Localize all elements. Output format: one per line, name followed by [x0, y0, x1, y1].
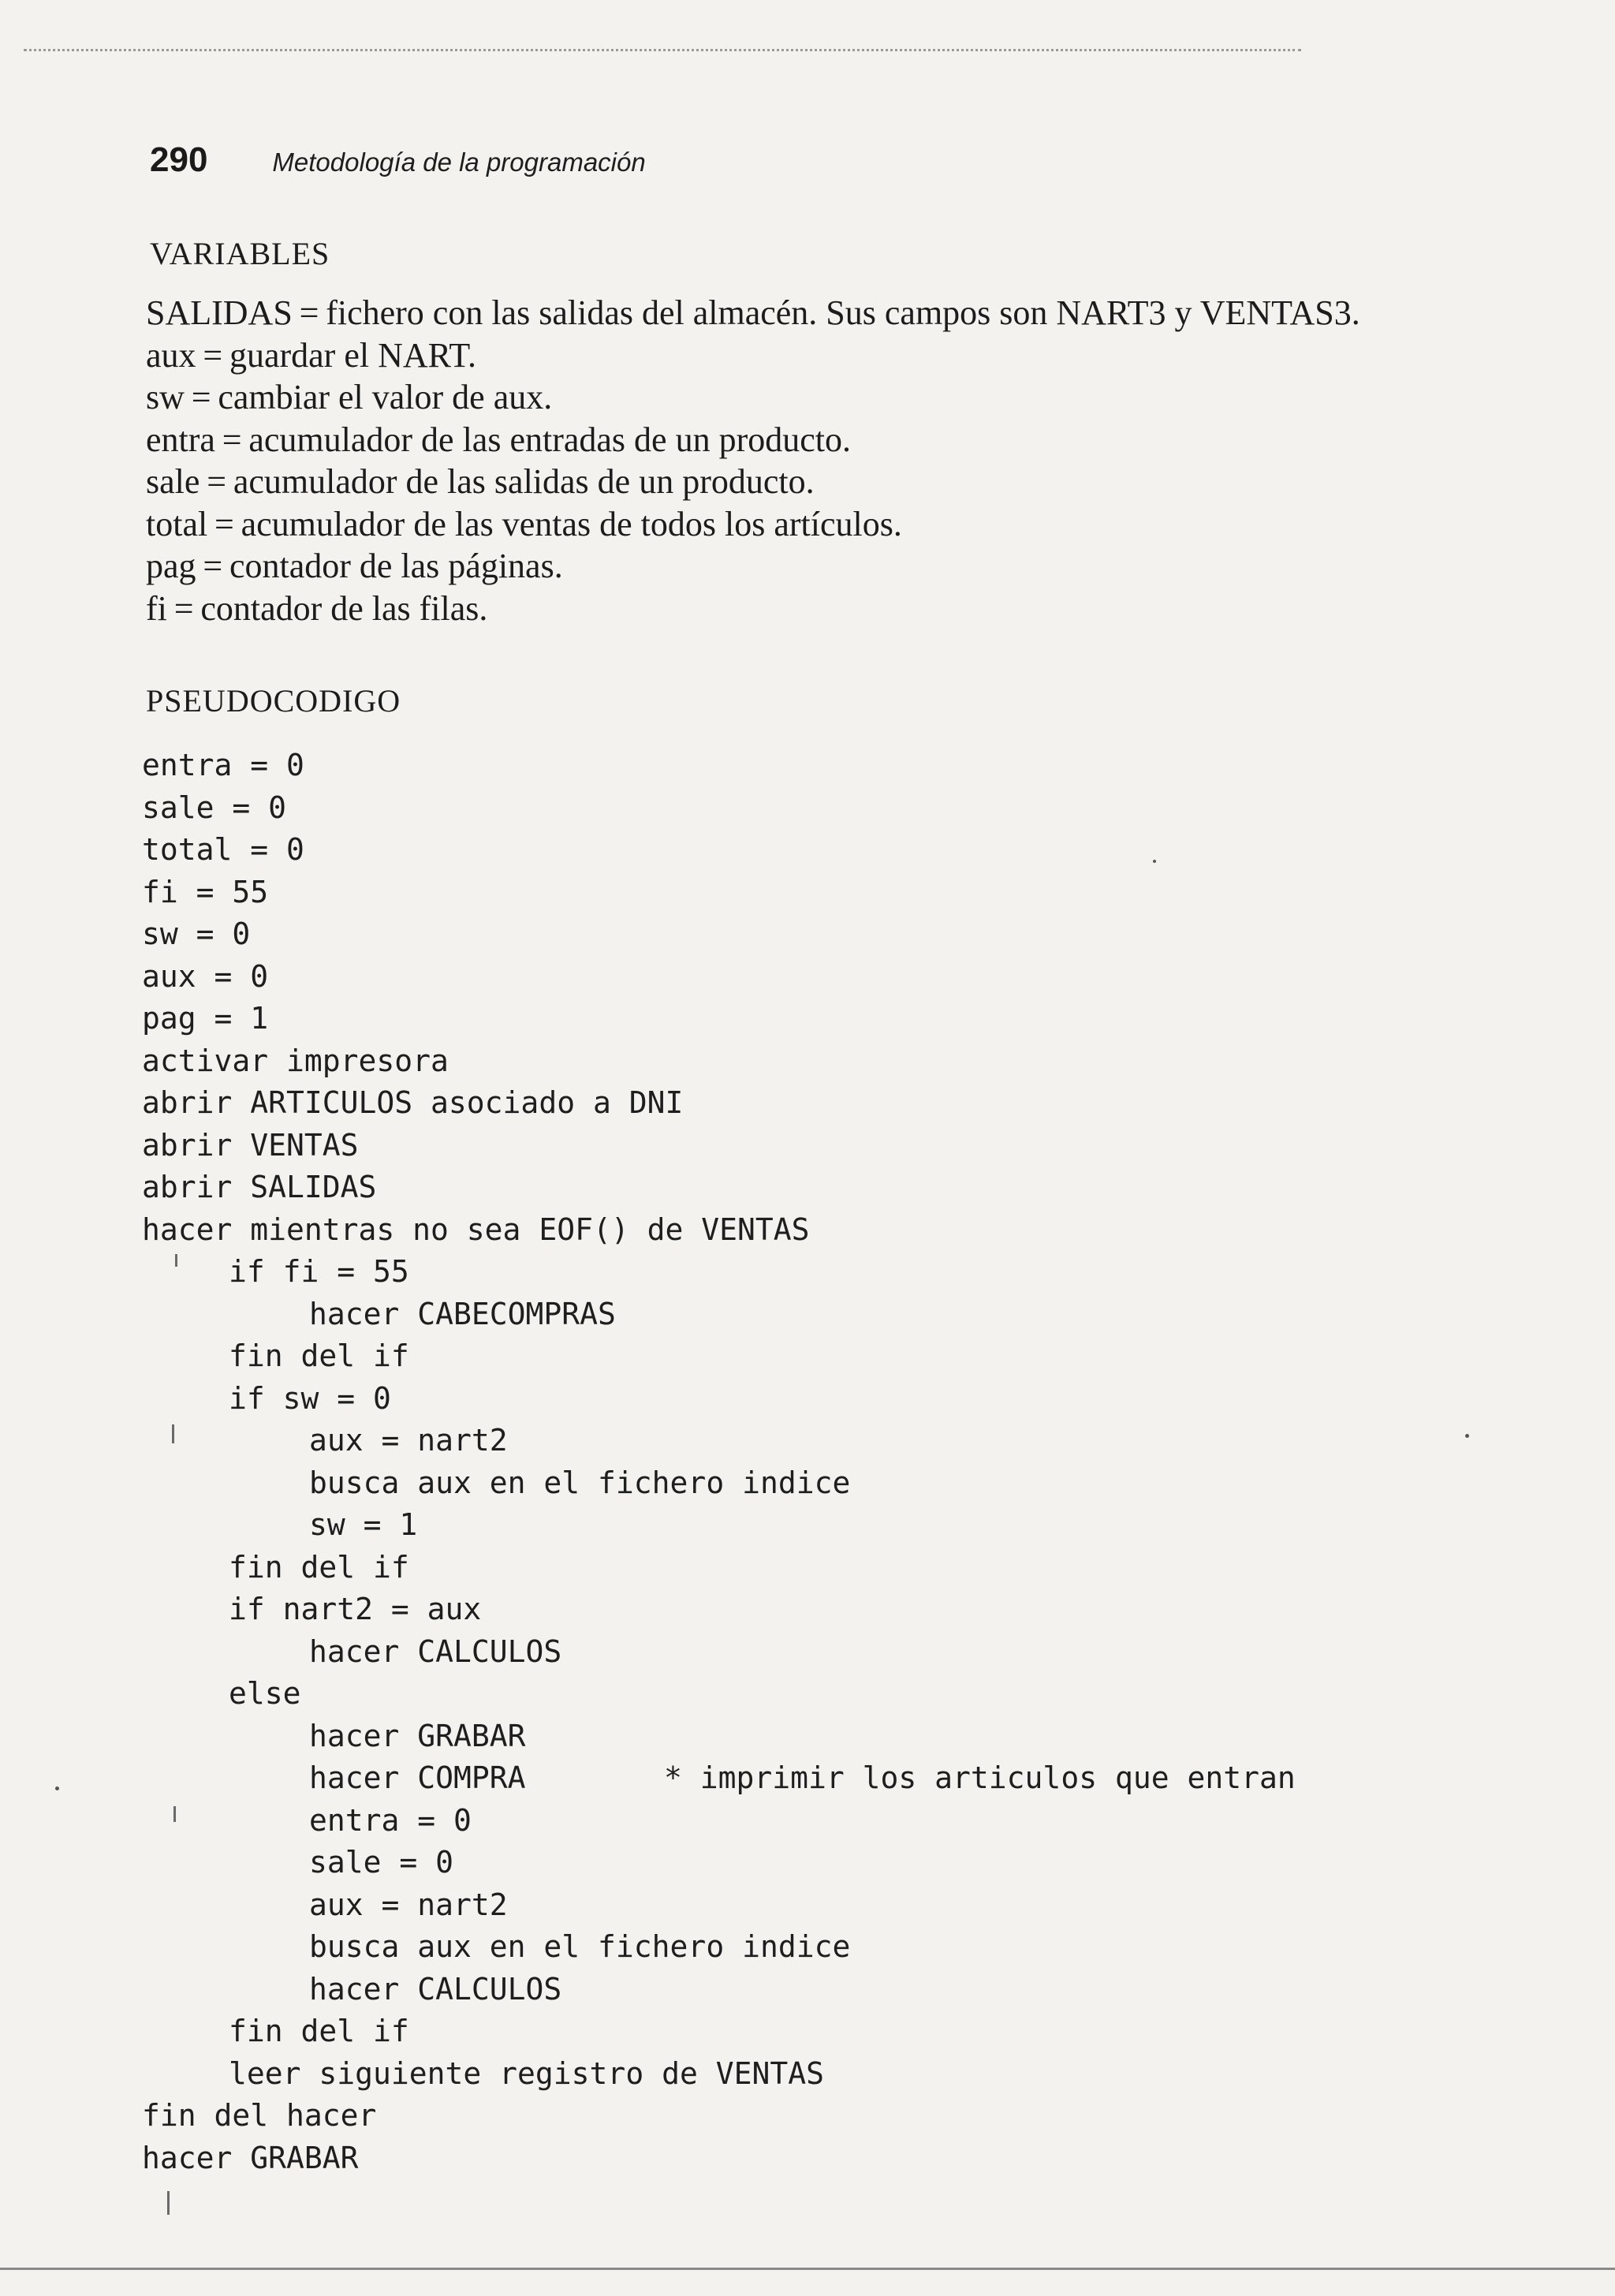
margin-mark: [172, 1424, 174, 1443]
code-text: abrir ARTICULOS asociado a DNI: [142, 1085, 684, 1120]
code-line: [142, 2137, 850, 2180]
margin-mark: [173, 1806, 176, 1822]
code-text: if nart2 = aux: [229, 1592, 482, 1626]
variable-item: [146, 334, 1360, 377]
scan-speck: [55, 1786, 59, 1790]
variable-description: contador de las páginas.: [229, 547, 563, 585]
code-line: [142, 1462, 850, 1505]
code-line: [142, 1842, 850, 1884]
code-line: [142, 872, 850, 914]
code-text: sw = 0: [142, 917, 251, 951]
equals-sign: =: [214, 504, 234, 543]
pseudocode-heading: PSEUDOCODIGO: [146, 683, 401, 719]
variable-item: [146, 292, 1360, 334]
code-text: activar impresora: [142, 1043, 449, 1078]
code-line: [142, 1884, 850, 1927]
code-line: [142, 2095, 850, 2137]
variable-description: contador de las filas.: [200, 588, 488, 628]
code-text: entra = 0: [309, 1802, 472, 1838]
code-line: [142, 2010, 850, 2053]
variable-description: fichero con las salidas del almacén. Sus campos son NART3 y VENTAS3.: [326, 293, 1360, 332]
equals-sign: =: [203, 547, 223, 585]
variables-list: [146, 292, 1360, 629]
code-line: [142, 1757, 1296, 1800]
variable-description: guardar el NART.: [229, 335, 476, 375]
code-line: [142, 745, 850, 787]
code-text: hacer GRABAR: [309, 1718, 526, 1753]
code-line: [142, 1673, 850, 1715]
pseudocode-listing: [142, 745, 1296, 2179]
variable-item: [146, 376, 1360, 419]
code-line: [142, 787, 850, 830]
margin-mark: [175, 1254, 177, 1267]
code-line: [142, 1209, 850, 1252]
variable-name: aux: [146, 335, 196, 375]
code-line: [142, 1420, 850, 1462]
code-text: busca aux en el fichero indice: [309, 1465, 851, 1500]
code-text: abrir VENTAS: [142, 1127, 359, 1163]
code-text: fi = 55: [142, 874, 269, 909]
variable-description: acumulador de las salidas de un producto.: [233, 462, 815, 501]
code-comment: * imprimir los articulos que entran: [664, 1760, 1296, 1795]
margin-mark: [167, 2191, 170, 2215]
code-text: fin del if: [229, 1549, 409, 1585]
code-text: pag = 1: [142, 1001, 269, 1036]
code-line: [142, 1335, 850, 1378]
variable-item: [146, 503, 1360, 546]
code-text: hacer CALCULOS: [309, 1633, 562, 1669]
code-text: aux = 0: [142, 958, 269, 994]
variable-name: sw: [146, 378, 185, 416]
variable-description: acumulador de las ventas de todos los artículos.: [241, 504, 902, 543]
equals-sign: =: [203, 335, 223, 375]
variable-item: [146, 545, 1360, 588]
code-line: [142, 1378, 850, 1421]
variable-name: total: [146, 504, 208, 543]
code-line: [142, 1926, 850, 1969]
top-scan-edge: [24, 49, 1301, 51]
code-line: [142, 1040, 850, 1083]
code-line: [142, 1589, 850, 1631]
code-text: hacer mientras no sea EOF() de VENTAS: [142, 1211, 810, 1247]
code-text: else: [229, 1676, 301, 1711]
code-line: [142, 1631, 850, 1674]
code-text: busca aux en el fichero indice: [309, 1929, 851, 1964]
code-text: leer siguiente registro de VENTAS: [229, 2055, 824, 2091]
code-line: [142, 1504, 850, 1547]
code-text: fin del if: [229, 1338, 409, 1373]
page-header: [150, 140, 646, 180]
code-line: [142, 829, 850, 872]
variable-name: entra: [146, 420, 215, 459]
variable-name: fi: [146, 588, 167, 628]
code-text: sale = 0: [309, 1845, 454, 1880]
variables-heading: VARIABLES: [150, 236, 330, 271]
code-line: [142, 1082, 850, 1125]
code-line: [142, 1715, 850, 1758]
code-text: hacer COMPRA: [309, 1760, 526, 1795]
code-text: hacer CABECOMPRAS: [309, 1296, 616, 1331]
code-line: [142, 1125, 850, 1167]
code-text: abrir SALIDAS: [142, 1170, 377, 1204]
code-text: total = 0: [142, 832, 304, 867]
code-text: if sw = 0: [229, 1380, 391, 1416]
running-title: Metodología de la programación: [272, 147, 646, 177]
variable-name: SALIDAS: [146, 293, 293, 332]
code-line: [142, 1969, 850, 2011]
code-line: [142, 1251, 850, 1294]
variable-item: [146, 419, 1360, 461]
variable-name: pag: [146, 547, 196, 585]
code-line: [142, 2053, 850, 2096]
code-text: sw = 1: [309, 1507, 418, 1542]
variable-description: cambiar el valor de aux.: [218, 378, 553, 416]
code-text: fin del hacer: [142, 2098, 377, 2133]
code-text: aux = nart2: [309, 1887, 508, 1922]
scan-speck: [1153, 860, 1156, 863]
scan-speck: [1465, 1434, 1469, 1438]
page-number: 290: [150, 140, 208, 179]
variable-name: sale: [146, 462, 200, 501]
code-line: [142, 913, 850, 956]
code-text: aux = nart2: [309, 1423, 508, 1458]
code-line: [142, 1167, 850, 1209]
code-text: hacer GRABAR: [142, 2140, 359, 2175]
code-line: [142, 1800, 850, 1842]
equals-sign: =: [173, 588, 194, 628]
code-text: if fi = 55: [229, 1254, 409, 1289]
code-line: [142, 956, 850, 999]
code-text: fin del if: [229, 2014, 409, 2048]
variable-description: acumulador de las entradas de un producto.: [248, 420, 851, 459]
code-line: [142, 1547, 850, 1589]
code-line: [142, 1294, 850, 1336]
equals-sign: =: [299, 293, 319, 332]
equals-sign: =: [222, 420, 242, 459]
bottom-scan-edge: [0, 2268, 1615, 2270]
variable-item: [146, 588, 1360, 630]
equals-sign: =: [207, 462, 227, 501]
code-text: hacer CALCULOS: [309, 1971, 562, 2007]
code-line: [142, 998, 850, 1040]
equals-sign: =: [191, 378, 211, 416]
code-text: entra = 0: [142, 748, 304, 782]
variable-item: [146, 461, 1360, 503]
code-text: sale = 0: [142, 790, 287, 825]
